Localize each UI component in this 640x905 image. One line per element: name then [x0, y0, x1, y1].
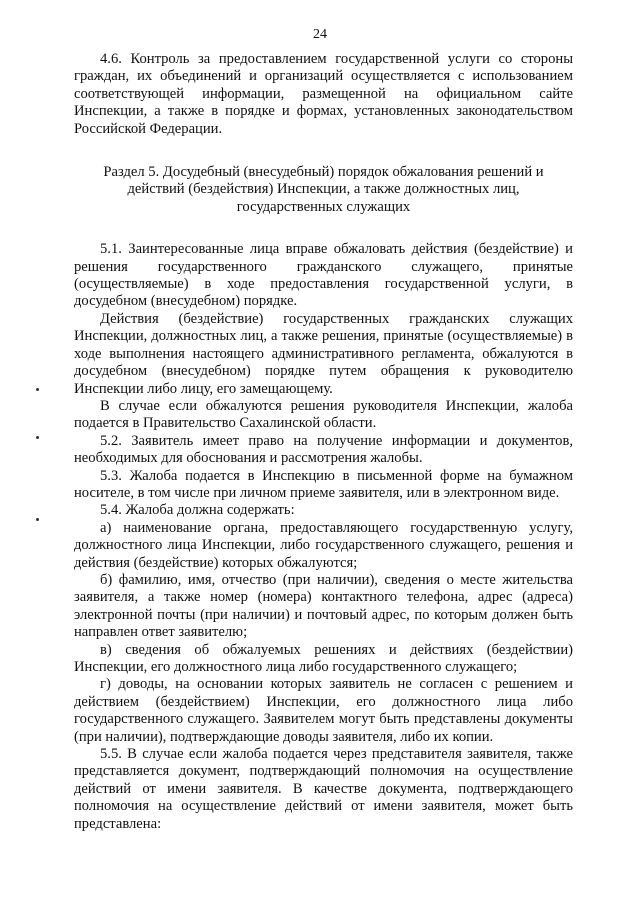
- paragraph-5-1-actions: Действия (бездействие) государственных гражданских служащих Инспекции, должностных лиц, а также решения, принятые (осуществляемые) в ходе выполнения настоящего административного регламента, обжалуются в досудебном (внесудебном) порядке путем обращения к руководителю Инспекции либо лицу, его замещающему.: [74, 310, 573, 397]
- list-item-v: в) сведения об обжалуемых решениях и действиях (бездействии) Инспекции, его должностного лица либо государственного служащего;: [74, 641, 573, 675]
- paragraph-5-4: 5.4. Жалоба должна содержать:: [100, 502, 295, 519]
- document-body: [74, 51, 573, 833]
- section-5-heading: Раздел 5. Досудебный (внесудебный) порядок обжалования решений и действий (бездействия) Инспекции, а также должностных лиц, государственных служащих: [103, 164, 544, 215]
- list-item-b: б) фамилию, имя, отчество (при наличии), сведения о месте жительства заявителя, а также номер (номера) контактного телефона, адрес (адреса) электронной почты (при наличии) и почтовый адрес, по которым должен быть направлен ответ заявителю;: [74, 571, 573, 641]
- paragraph-5-1: 5.1. Заинтересованные лица вправе обжаловать действия (бездействие) и решения государственного гражданского служащего, принятые (осуществляемые) в ходе предоставления государственной услуги, в досудебном (внесудебном) порядке.: [74, 241, 573, 310]
- paragraph-5-1-head-decisions: В случае если обжалуются решения руководителя Инспекции, жалоба подается в Правительство Сахалинской области.: [74, 397, 573, 432]
- list-item-g: г) доводы, на основании которых заявитель не согласен с решением и действием (бездействием) Инспекции, его должностного лица либо государственного служащего. Заявителем могут быть представлены документы (при наличии), подтверждающие доводы заявителя, либо их копии.: [74, 676, 573, 745]
- scan-mark: [36, 388, 39, 391]
- paragraph-4-6: 4.6. Контроль за предоставлением государственной услуги со стороны граждан, их объединений и организаций осуществляется с использованием соответствующей информации, размещенной на официальном сайте Инспекции, а также в порядке и формах, установленных законодательством Российской Федерации.: [74, 51, 573, 137]
- paragraph-5-3: 5.3. Жалоба подается в Инспекцию в письменной форме на бумажном носителе, в том числе при личном приеме заявителя, или в электронном виде.: [74, 467, 573, 501]
- page-number: 24: [313, 27, 327, 42]
- paragraph-5-5: 5.5. В случае если жалоба подается через представителя заявителя, также представляется документ, подтверждающий полномочия на осуществление действий от имени заявителя. В качестве документа, подтверждающего полномочия на осуществление действий от имени заявителя, может быть представлена:: [74, 746, 573, 832]
- scan-mark: [36, 436, 39, 439]
- paragraph-5-2: 5.2. Заявитель имеет право на получение информации и документов, необходимых для обоснования и рассмотрения жалобы.: [74, 432, 573, 467]
- scan-mark: [36, 518, 39, 521]
- list-item-a: а) наименование органа, предоставляющего государственную услугу, должностного лица Инспекции, либо государственного служащего, решения и действия (бездействие) которых обжалуются;: [74, 519, 573, 571]
